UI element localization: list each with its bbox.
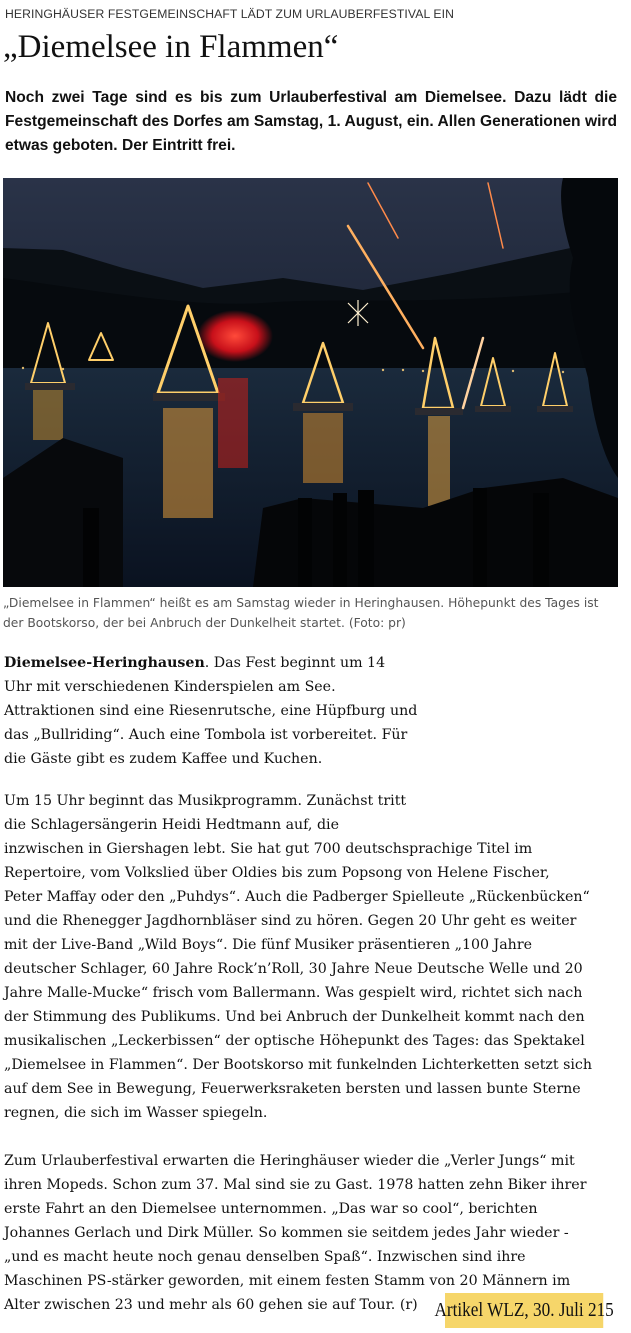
paragraph-2: [4, 789, 616, 1125]
dateline: Diemelsee-Heringhausen: [4, 655, 205, 671]
paragraph-line: erste Fahrt an den Diemelsee unternommen. „Das war so cool“, berichten: [4, 1201, 538, 1217]
paragraph-line: auf dem See in Bewegung, Feuerwerksraketen bersten und lassen bunte Sterne: [4, 1081, 581, 1097]
paragraph-line: der Stimmung des Publikums. Und bei Anbruch der Dunkelheit kommt nach den: [4, 1009, 585, 1025]
paragraph-line: „und es macht heute noch genau denselben Spaß“. Inzwischen sind ihre: [4, 1249, 526, 1265]
paragraph-line: Diemelsee-Heringhausen. Das Fest beginnt um 14: [4, 655, 386, 671]
paragraph-line: Attraktionen sind eine Riesenrutsche, eine Hüpfburg und: [4, 703, 418, 719]
paragraph-line: Maschinen PS-stärker geworden, mit einem festen Stamm von 20 Männern im: [4, 1273, 571, 1289]
paragraph-line: inzwischen in Giershagen lebt. Sie hat gut 700 deutschsprachige Titel im: [4, 841, 533, 857]
paragraph-line: Johannes Gerlach und Dirk Müller. So kommen sie seitdem jedes Jahr wieder -: [4, 1225, 569, 1241]
article-lead: Noch zwei Tage sind es bis zum Urlauberfestival am Diemelsee. Dazu lädt die Festgemeinschaft des Dorfes am Samstag, 1. August, ein. Allen Generationen wird etwas geboten. Der Eintritt frei.: [5, 89, 617, 154]
paragraph-line: Peter Maffay oder den „Puhdys“. Auch die Padberger Spielleute „Rückenbücken“: [4, 889, 590, 905]
source-stamp: Artikel WLZ, 30. Juli 215: [445, 1293, 603, 1328]
paragraph-line: ihren Mopeds. Schon zum 37. Mal sind sie zu Gast. 1978 hatten zehn Biker ihrer: [4, 1177, 587, 1193]
paragraph-line: „Diemelsee in Flammen“. Der Bootskorso mit funkelnden Lichterketten setzt sich: [4, 1057, 593, 1073]
paragraph-line: Alter zwischen 23 und mehr als 60 gehen sie auf Tour. (r): [4, 1297, 418, 1313]
paragraph-line: Jahre Malle-Mucke“ frisch vom Ballermann. Was gespielt wird, richtet sich nach: [4, 985, 583, 1001]
article-headline: „Diemelsee in Flammen“: [3, 29, 339, 65]
paragraph-line: musikalischen „Leckerbissen“ der optische Höhepunkt des Tages: das Spektakel: [4, 1033, 585, 1049]
paragraph-line: die Schlagersängerin Heidi Hedtmann auf, die: [4, 817, 339, 833]
photo-caption: „Diemelsee in Flammen“ heißt es am Samstag wieder in Heringhausen. Höhepunkt des Tages ist der Bootskorso, der bei Anbruch der Dunkelheit startet. (Foto: pr): [3, 596, 599, 630]
paragraph-line: und die Rhenegger Jagdhornbläser sind zu hören. Gegen 20 Uhr geht es weiter: [4, 913, 577, 929]
paragraph-line: Repertoire, vom Volkslied über Oldies bis zum Popsong von Helene Fischer,: [4, 865, 550, 881]
paragraph-line: Zum Urlauberfestival erwarten die Heringhäuser wieder die „Verler Jungs“ mit: [4, 1153, 575, 1169]
photo-lake-boats-fireworks: [3, 178, 618, 587]
paragraph-line: regnen, die sich im Wasser spiegeln.: [4, 1105, 268, 1121]
paragraph-line: Uhr mit verschiedenen Kinderspielen am See.: [4, 679, 336, 695]
paragraph-1: [4, 651, 616, 771]
paragraph-line: Um 15 Uhr beginnt das Musikprogramm. Zunächst tritt: [4, 793, 407, 809]
paragraph-line: das „Bullriding“. Auch eine Tombola ist vorbereitet. Für: [4, 727, 408, 743]
paragraph-3: [4, 1149, 616, 1317]
paragraph-line: die Gäste gibt es zudem Kaffee und Kuchen.: [4, 751, 323, 767]
paragraph-line: deutscher Schlager, 60 Jahre Rock’n’Roll, 30 Jahre Neue Deutsche Welle und 20: [4, 961, 583, 977]
article-kicker: HERINGHÄUSER FESTGEMEINSCHAFT LÄDT ZUM URLAUBERFESTIVAL EIN: [5, 7, 455, 21]
article-photo: [3, 178, 618, 587]
paragraph-line: mit der Live-Band „Wild Boys“. Die fünf Musiker präsentieren „100 Jahre: [4, 937, 532, 953]
